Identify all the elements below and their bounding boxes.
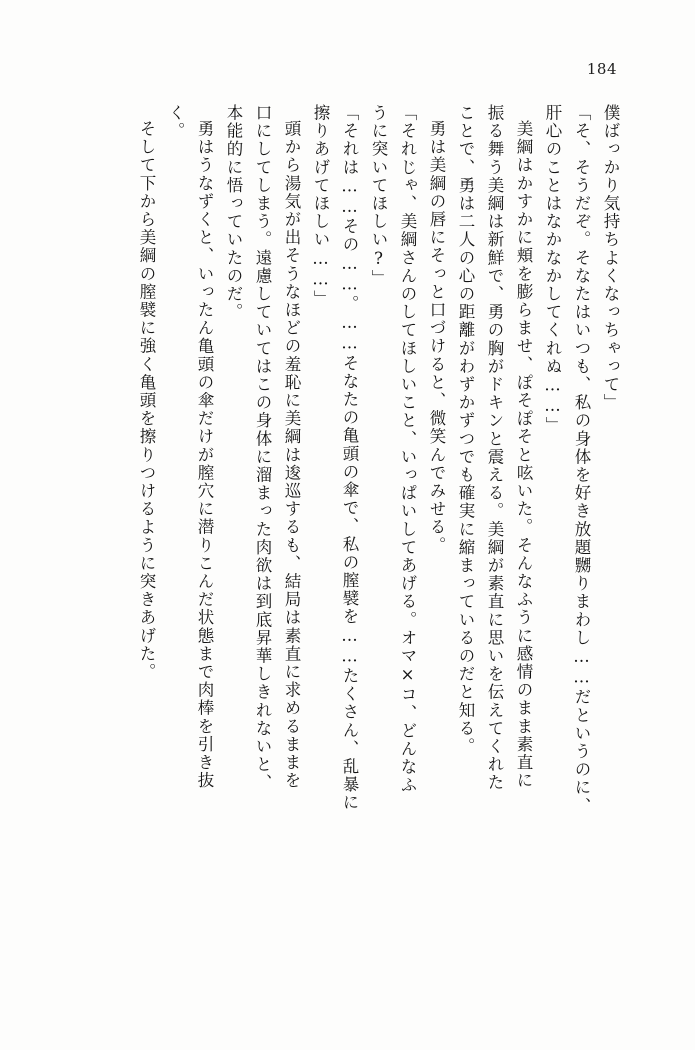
text-line: 勇は美綱の唇にそっと口づけると、微笑んでみせる。 (427, 120, 446, 555)
text-line: そして下から美綱の膣襞に強く亀頭を擦りつけるように突きあげた。 (137, 120, 156, 682)
text-line: 美綱はかすかに頬を膨らませ、ぽそぽそと呟いた。そんなふうに感情のまま素直に (514, 120, 533, 790)
text-line: 「そ、そうだぞ。そなたはいつも、私の身体を好き放題嬲りまわし……だというのに、 (572, 104, 591, 815)
text-line: 振る舞う美綱は新鮮で、勇の胸がドキンと震える。美綱が素直に思いを伝えてくれた (485, 104, 504, 792)
text-line: ことで、勇は二人の心の距離がわずかずつでも確実に縮まっているのだと知る。 (456, 104, 475, 756)
text-line: 本能的に悟っていたのだ。 (224, 104, 243, 322)
body-text (60, 104, 625, 984)
text-line: く。 (166, 104, 185, 141)
text-line: 勇はうなずくと、いったん亀頭の傘だけが膣穴に潜りこんだ状態まで肉棒を引き抜 (195, 120, 214, 790)
text-line: うに突いてほしい?」 (369, 104, 388, 288)
text-line: 擦りあげてほしい……」 (311, 104, 330, 309)
text-line: 肝心のことはなかなかしてくれぬ……」 (543, 104, 562, 435)
text-line: 「それじゃ、美綱さんのしてほしいこと、いっぱいしてあげる。オマ×コ、どんなふ (398, 104, 417, 795)
page-number: 184 (586, 60, 617, 78)
text-line: 僕ばっかり気持ちよくなっちゃって」 (601, 104, 620, 412)
text-line: 頭から湯気が出そうなほどの羞恥に美綱は逡巡するも、結局は素直に求めるままを (282, 120, 301, 790)
text-line: 「それは……その……。……そなたの亀頭の傘で、私の膣襞を……たくさん、乱暴に (340, 104, 359, 812)
text-line: 口にしてしまう。遠慮していてはこの身体に溜まった肉欲は到底昇華しきれないと、 (253, 104, 272, 792)
